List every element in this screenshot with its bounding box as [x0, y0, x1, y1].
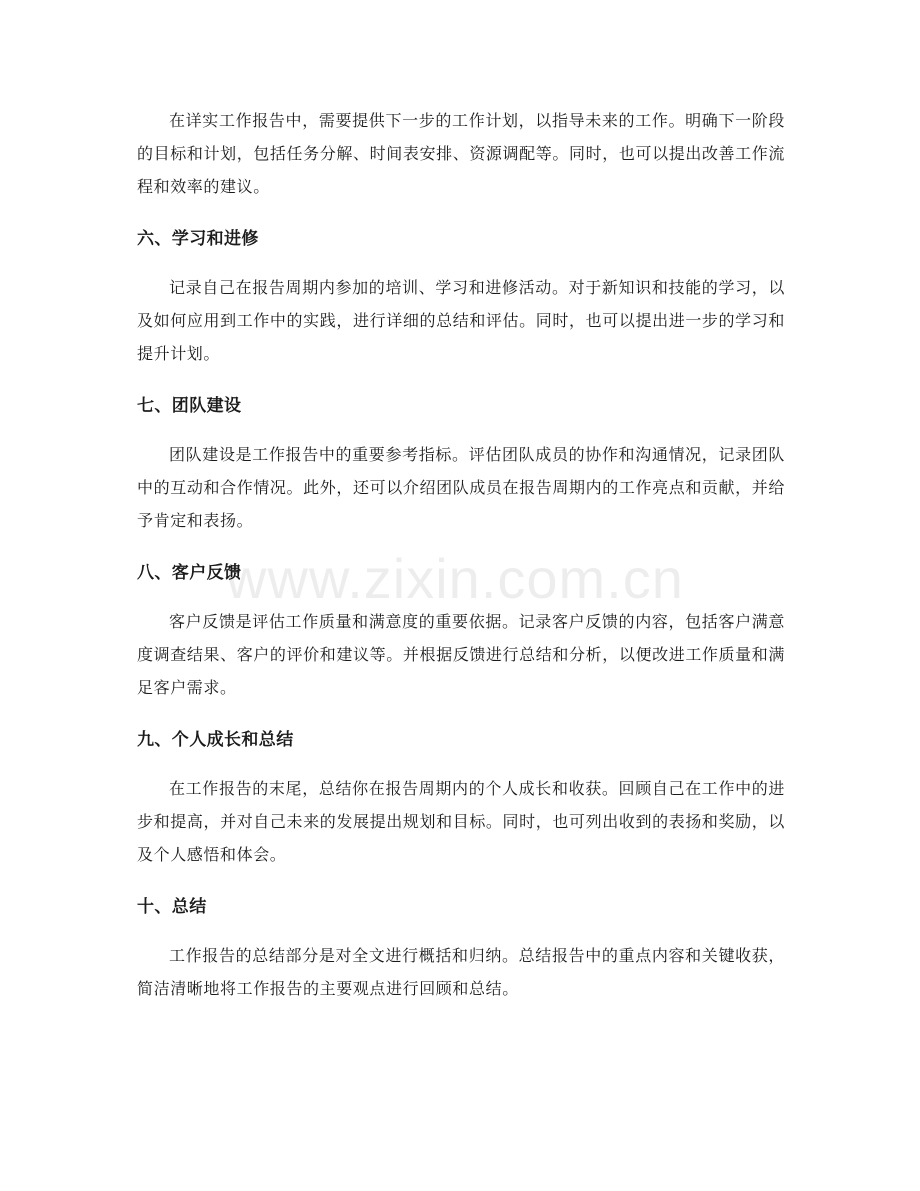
- section-personal-growth: [137, 726, 785, 871]
- section-heading: 八、客户反馈: [137, 563, 242, 583]
- intro-paragraph: 在详实工作报告中，需要提供下一步的工作计划，以指导未来的工作。明确下一阶段的目标和计划，包括任务分解、时间表安排、资源调配等。同时，也可以提出改善工作流程和效率的建议。: [137, 111, 785, 196]
- section-summary: [137, 893, 785, 1005]
- section-learning: [137, 225, 785, 370]
- section-paragraph: 记录自己在报告周期内参加的培训、学习和进修活动。对于新知识和技能的学习，以及如何应用到工作中的实践，进行详细的总结和评估。同时，也可以提出进一步的学习和提升计划。: [137, 278, 785, 363]
- section-team-building: [137, 392, 785, 537]
- section-heading: 九、个人成长和总结: [137, 730, 294, 750]
- section-heading: 七、团队建设: [137, 396, 242, 416]
- section-heading: 十、总结: [137, 897, 207, 917]
- section-paragraph: 客户反馈是评估工作质量和满意度的重要依据。记录客户反馈的内容，包括客户满意度调查结果、客户的评价和建议等。并根据反馈进行总结和分析，以便改进工作质量和满足客户需求。: [137, 612, 785, 697]
- section-heading: 六、学习和进修: [137, 229, 259, 249]
- section-paragraph: 在工作报告的末尾，总结你在报告周期内的个人成长和收获。回顾自己在工作中的进步和提高，并对自己未来的发展提出规划和目标。同时，也可列出收到的表扬和奖励，以及个人感悟和体会。: [137, 779, 785, 864]
- watermark: www.zixin.com.cn: [226, 547, 684, 610]
- section-paragraph: 工作报告的总结部分是对全文进行概括和归纳。总结报告中的重点内容和关键收获，简洁清晰地将工作报告的主要观点进行回顾和总结。: [137, 946, 785, 998]
- section-paragraph: 团队建设是工作报告中的重要参考指标。评估团队成员的协作和沟通情况，记录团队中的互动和合作情况。此外，还可以介绍团队成员在报告周期内的工作亮点和贡献，并给予肯定和表扬。: [137, 445, 785, 530]
